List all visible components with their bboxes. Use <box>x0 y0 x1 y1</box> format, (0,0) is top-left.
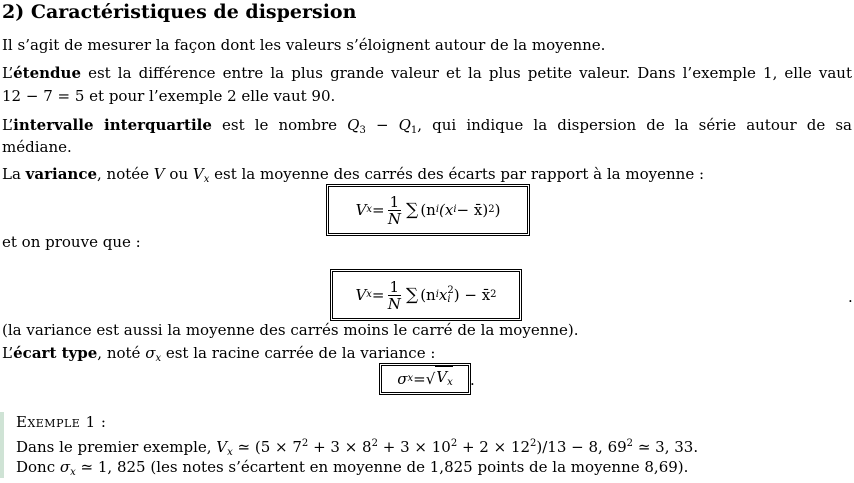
variance-definition: La variance, notée V ou $V_x$ est la moyenne des carrés des écarts par rapport à la moyenne : <box>2 165 705 185</box>
section-title: 2) Caractéristiques de dispersion <box>2 1 357 23</box>
ecart-type-definition: L’écart type, noté $\sigma_x$ est la racine carrée de la variance : <box>2 344 436 364</box>
formula-period: . <box>470 371 475 389</box>
trailing-dot: . <box>848 288 853 306</box>
ecart-type-term: écart type <box>13 344 98 362</box>
fraction: $\frac{1}{N}$ <box>387 192 401 228</box>
fraction: $\frac{1}{N}$ <box>387 277 401 313</box>
example-label: Exemple 1 : <box>16 413 107 431</box>
etendue-line-2: 12 − 7 = 5 et pour l’exemple 2 elle vaut 90. <box>2 87 336 105</box>
example-block <box>0 412 854 478</box>
std-dev-formula-box: σ x = √ $V_x$ <box>379 363 471 395</box>
iq-term: intervalle interquartile <box>13 116 212 134</box>
etendue-line-1: L’étendue est la différence entre la plus grande valeur et la plus petite valeur. Dans l’exemple 1, elle vaut <box>2 64 852 82</box>
iq-line-1: L’intervalle interquartile est le nombre $Q_3 - Q_1$, qui indique la dispersion de la série autour de sa <box>2 116 852 136</box>
iq-line-2: médiane. <box>2 138 72 156</box>
variance-note: (la variance est aussi la moyenne des carrés moins le carré de la moyenne). <box>2 321 579 339</box>
variance-formula-2-box: V x = $\frac{1}{N}$ ∑ (n i x 2 i ) − x̄ 2 <box>330 269 522 321</box>
variance-formula-box: V x = $\frac{1}{N}$ ∑ (n i (x i − x̄) 2 ) <box>326 184 530 236</box>
variance-term: variance <box>25 165 98 183</box>
prove-line: et on prouve que : <box>2 233 141 251</box>
example-line-2: Donc $\sigma_x$ ≃ 1, 825 (les notes s’écartent en moyenne de 1,825 points de la moyenne 8,69). <box>16 458 689 478</box>
example-line-1: Dans le premier exemple, $V_x$ ≃ $(5 \times 7^2 + 3 \times 8^2 + 3 \times 10^2 + 2 \times 12^2)/13 - 8$, $69^2$ ≃ 3, 33. <box>16 438 699 458</box>
intro-paragraph: Il s’agit de mesurer la façon dont les valeurs s’éloignent autour de la moyenne. <box>2 36 606 54</box>
etendue-term: étendue <box>13 64 81 82</box>
